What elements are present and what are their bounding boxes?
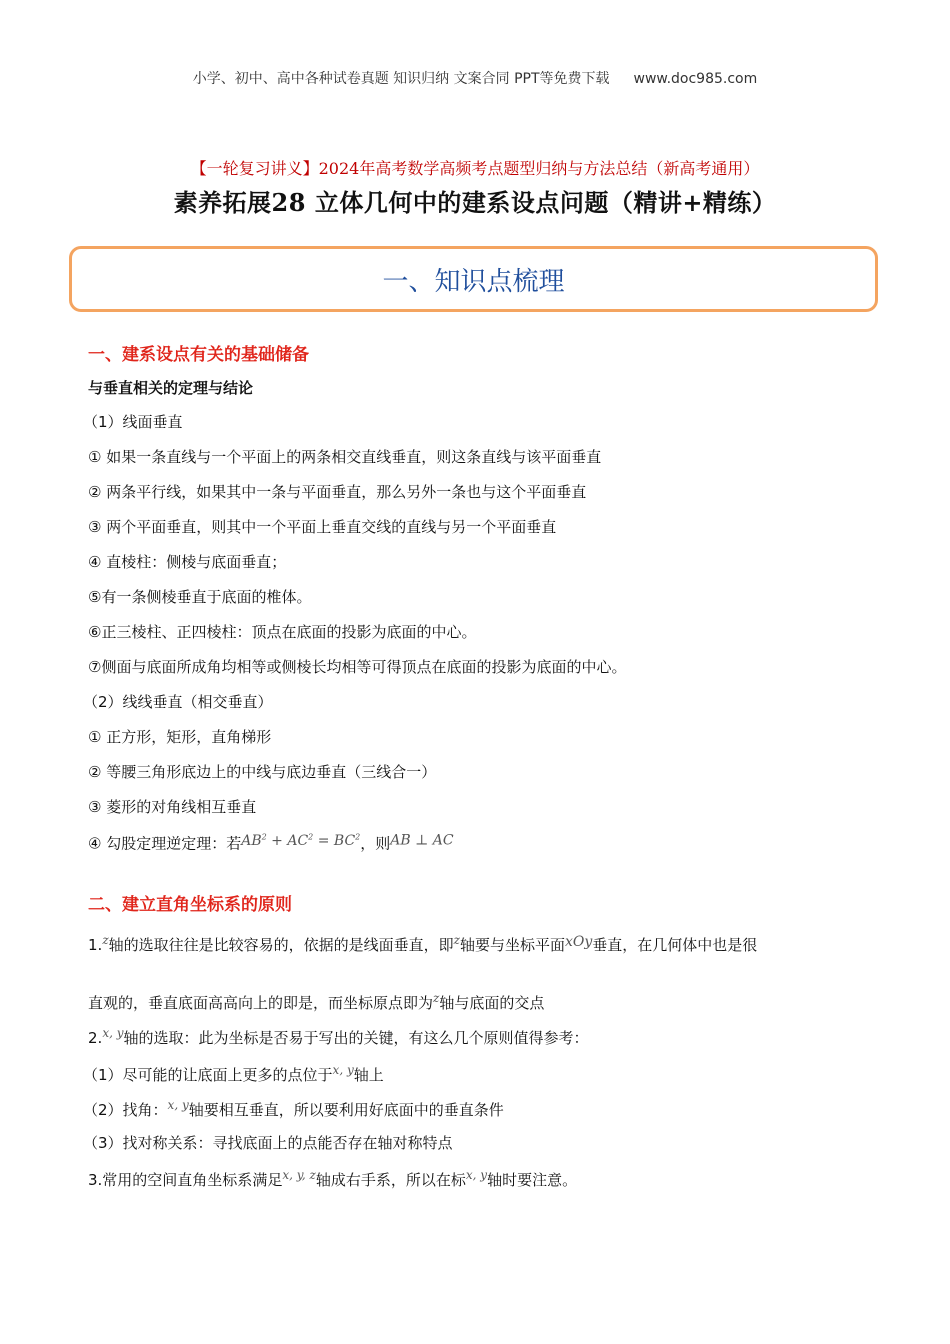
principle-3: （3）找对称关系：寻找底面上的点能否存在轴对称特点 bbox=[83, 1134, 453, 1152]
document-title: 素养拓展28 立体几何中的建系设点问题（精讲+精练） bbox=[173, 188, 777, 217]
p4-text-a: （2）找角： bbox=[83, 1101, 168, 1119]
p1-number: 1. bbox=[88, 936, 103, 954]
paragraph-z-axis bbox=[88, 933, 757, 955]
list-item: ① 如果一条直线与一个平面上的两条相交直线垂直，则这条直线与该平面垂直 bbox=[88, 448, 602, 466]
pythag-prefix: ④ 勾股定理逆定理：若 bbox=[88, 834, 242, 853]
p1-line2-a: 直观的，垂直底面高高向上的即是，而坐标原点即为 bbox=[88, 994, 434, 1012]
principle-2 bbox=[83, 1098, 504, 1120]
p1-text-b: 轴要与坐标平面 bbox=[459, 936, 565, 954]
math-xyz: x, y, z bbox=[282, 1168, 316, 1182]
p4-text-b: 轴要相互垂直，所以要利用好底面中的垂直条件 bbox=[188, 1101, 504, 1119]
list-item: （1）线面垂直 bbox=[83, 413, 183, 431]
paragraph-xy-axis bbox=[88, 1026, 589, 1048]
heading-basic-reserve: 一、建系设点有关的基础储备 bbox=[88, 345, 309, 365]
list-item: ⑤有一条侧棱垂直于底面的椎体。 bbox=[88, 588, 312, 606]
math-xy: x, y bbox=[465, 1168, 488, 1182]
document-subtitle: 【一轮复习讲义】2024年高考数学高频考点题型归纳与方法总结（新高考通用） bbox=[190, 159, 760, 178]
p1-line2-b: 轴与底面的交点 bbox=[439, 994, 545, 1012]
p3-text-a: （1）尽可能的让底面上更多的点位于 bbox=[83, 1066, 333, 1084]
header-banner-text: 小学、初中、高中各种试卷真题 知识归纳 文案合同 PPT等免费下载 bbox=[192, 71, 610, 87]
math-z: z bbox=[102, 933, 109, 947]
p3-text-b: 轴上 bbox=[353, 1066, 384, 1084]
header-site-link[interactable]: www.doc985.com bbox=[633, 71, 758, 87]
list-item: ⑥正三棱柱、正四棱柱：顶点在底面的投影为底面的中心。 bbox=[88, 623, 477, 641]
p2-text: 轴的选取：此为坐标是否易于写出的关键，有这么几个原则值得参考： bbox=[123, 1029, 589, 1047]
perpendicular-formula: AB ⊥ AC bbox=[390, 832, 454, 849]
list-item: ① 正方形，矩形，直角梯形 bbox=[88, 728, 272, 746]
section-title: 一、知识点梳理 bbox=[382, 266, 565, 297]
header-banner bbox=[0, 68, 950, 88]
math-xy: x, y bbox=[332, 1063, 354, 1077]
math-xoy: xOy bbox=[565, 934, 593, 950]
pythag-mid: ，则 bbox=[360, 834, 391, 853]
math-z: z bbox=[433, 991, 440, 1005]
math-xy: x, y bbox=[102, 1026, 124, 1040]
p1-text-c: 垂直，在几何体中也是很 bbox=[592, 936, 758, 954]
paragraph-z-axis-cont bbox=[88, 991, 544, 1013]
math-z: z bbox=[453, 933, 460, 947]
pythagorean-line bbox=[88, 832, 454, 854]
section-title-box bbox=[69, 246, 878, 312]
math-xy: x, y bbox=[167, 1098, 189, 1112]
p1-text-a: 轴的选取往往是比较容易的，依据的是线面垂直，即 bbox=[108, 936, 454, 954]
p6-text-a: 3.常用的空间直角坐标系满足 bbox=[88, 1171, 283, 1189]
pythagorean-formula: $AB^2 + AC^2 = BC^2$ bbox=[241, 832, 361, 849]
list-item: ③ 菱形的对角线相互垂直 bbox=[88, 798, 257, 816]
principle-1 bbox=[83, 1063, 384, 1085]
p2-number: 2. bbox=[88, 1029, 103, 1047]
list-item: ② 等腰三角形底边上的中线与底边垂直（三线合一） bbox=[88, 763, 437, 781]
heading-coordinate-principles: 二、建立直角坐标系的原则 bbox=[88, 895, 292, 915]
list-item: ④ 直棱柱：侧棱与底面垂直； bbox=[88, 553, 287, 571]
list-item: ⑦侧面与底面所成角均相等或侧棱长均相等可得顶点在底面的投影为底面的中心。 bbox=[88, 658, 627, 676]
list-item: （2）线线垂直（相交垂直） bbox=[83, 693, 273, 711]
paragraph-right-hand bbox=[88, 1168, 577, 1190]
subheading-perpendicular: 与垂直相关的定理与结论 bbox=[88, 379, 254, 397]
list-item: ③ 两个平面垂直，则其中一个平面上垂直交线的直线与另一个平面垂直 bbox=[88, 518, 557, 536]
list-item: ② 两条平行线，如果其中一条与平面垂直，那么另外一条也与这个平面垂直 bbox=[88, 483, 587, 501]
p6-text-c: 轴时要注意。 bbox=[487, 1171, 578, 1189]
p6-text-b: 轴成右手系，所以在标 bbox=[315, 1171, 466, 1189]
